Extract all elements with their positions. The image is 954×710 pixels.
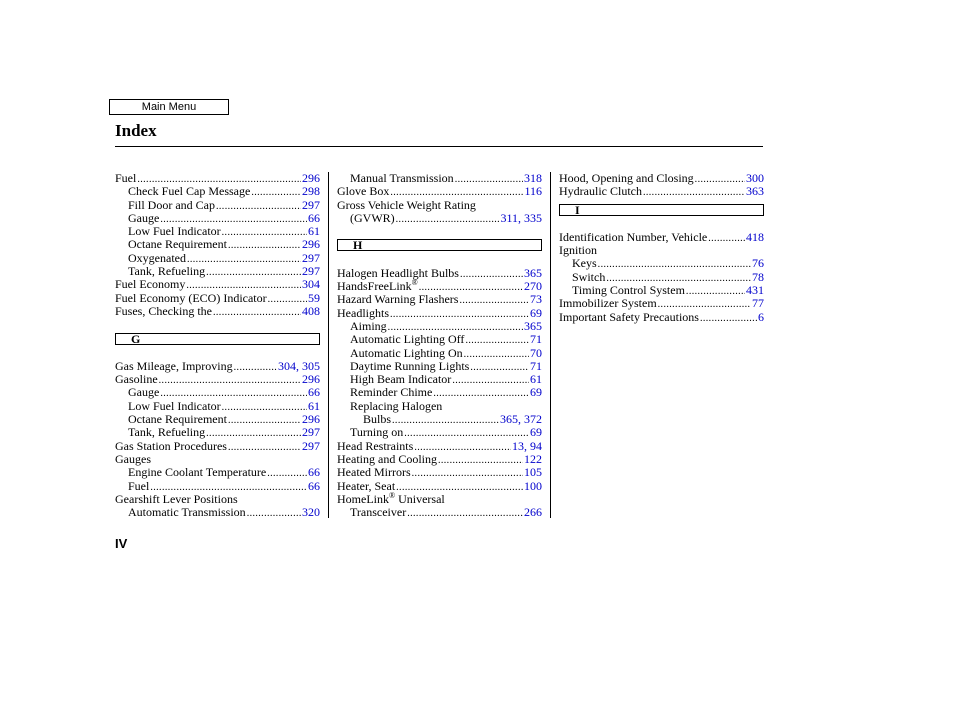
leader-dots [460, 268, 523, 281]
leader-dots [206, 266, 301, 279]
entry-label: Keys [572, 256, 597, 271]
title-divider [115, 146, 763, 147]
page-link[interactable]: 296 [302, 237, 320, 252]
index-entry-timing-control [559, 284, 764, 297]
page-link[interactable]: 77 [752, 296, 764, 311]
leader-dots [433, 387, 529, 400]
index-entry-high-beam [337, 373, 542, 386]
index-entry-gauges-fuel [115, 480, 320, 493]
page-link[interactable]: 318 [524, 171, 542, 185]
page-link[interactable]: 266 [524, 505, 542, 520]
page-link[interactable]: 94 [530, 438, 542, 453]
page-separator: , [518, 412, 524, 427]
page-link[interactable]: 66 [308, 210, 320, 225]
page-link[interactable]: 76 [752, 256, 764, 271]
entry-label: Fuses, Checking the [115, 303, 212, 318]
page-link[interactable]: 418 [746, 229, 764, 244]
page-link[interactable]: 66 [308, 465, 320, 480]
page-link[interactable]: 71 [530, 358, 542, 373]
leader-dots [216, 200, 301, 213]
entry-label: Hazard Warning Flashers [337, 292, 459, 307]
leader-dots [686, 285, 745, 298]
leader-dots [392, 414, 499, 427]
page-link[interactable]: 116 [524, 184, 542, 199]
page-link[interactable]: 300 [746, 171, 764, 185]
entry-label: Fuel Economy (ECO) Indicator [115, 290, 267, 305]
leader-dots [455, 173, 523, 186]
index-entry-gas-tank [115, 426, 320, 439]
index-entry-oxygenated [115, 252, 320, 265]
index-entry-check-fuel-cap [115, 185, 320, 198]
entry-label: Automatic Lighting Off [350, 332, 465, 347]
entry-label: Manual Transmission [350, 171, 454, 185]
index-entry-fill-door [115, 199, 320, 212]
index-entry-identification [559, 231, 764, 244]
leader-dots [470, 361, 529, 374]
entry-label: Low Fuel Indicator [128, 398, 221, 413]
entry-label: Transceiver [350, 505, 407, 520]
column-divider [328, 172, 329, 518]
index-entry-immobilizer [559, 297, 764, 310]
leader-dots [213, 306, 301, 319]
page-link[interactable]: 71 [530, 332, 542, 347]
entry-label: Heated Mirrors [337, 465, 411, 480]
index-entry-auto-trans [115, 506, 320, 519]
page-link[interactable]: 335 [524, 210, 542, 225]
index-entry-switch [559, 271, 764, 284]
leader-dots [412, 467, 523, 480]
entry-label: Gas Mileage, Improving [115, 358, 233, 373]
entry-label: Gearshift Lever Positions [115, 491, 238, 506]
page-link[interactable]: 61 [308, 398, 320, 413]
entry-label: Gross Vehicle Weight Rating [337, 197, 476, 212]
entry-label: (GVWR) [350, 210, 395, 225]
entry-label: Head Restraints [337, 438, 414, 453]
index-entry-auto-lighting-off [337, 333, 542, 346]
page-link[interactable]: 122 [524, 451, 542, 466]
leader-dots [390, 308, 529, 321]
entry-label: Fuel [128, 478, 150, 493]
index-entry-tank-refueling [115, 265, 320, 278]
leader-dots [267, 467, 307, 480]
leader-dots [222, 401, 307, 414]
index-entry-gvwr-title [337, 199, 542, 212]
page-link[interactable]: 296 [302, 372, 320, 387]
page-link[interactable]: 311 [500, 210, 518, 225]
page-link[interactable]: 320 [302, 505, 320, 520]
page-link[interactable]: 73 [530, 292, 542, 307]
index-entry-fuel-economy-eco [115, 292, 320, 305]
leader-dots [643, 186, 745, 199]
page-link[interactable]: 70 [530, 345, 542, 360]
page-link[interactable]: 100 [524, 478, 542, 493]
leader-dots [228, 414, 301, 427]
index-entry-gas-mileage [115, 360, 320, 373]
entry-label: Heater, Seat [337, 478, 396, 493]
page-link[interactable]: 297 [302, 264, 320, 279]
index-entry-hood [559, 172, 764, 185]
index-entry-gas-octane [115, 413, 320, 426]
page-link[interactable]: 297 [302, 425, 320, 440]
index-entry-handsfreelink [337, 280, 542, 293]
index-entry-hazard [337, 293, 542, 306]
page-link[interactable]: 6 [758, 309, 764, 324]
index-entry-heating-cooling [337, 453, 542, 466]
entry-label: Tank, Refueling [128, 425, 206, 440]
registered-mark: ® [389, 490, 396, 500]
index-entry-gearshift [115, 493, 320, 506]
page-link[interactable]: 365 [524, 265, 542, 280]
index-entry-transceiver [337, 506, 542, 519]
entry-label: Aiming [350, 318, 387, 333]
index-entry-replacing-halogen [337, 400, 542, 413]
index-entry-gas-station [115, 440, 320, 453]
entry-label: Identification Number, Vehicle [559, 229, 708, 244]
entry-label: Gas Station Procedures [115, 438, 227, 453]
leader-dots [452, 374, 529, 387]
page-number: IV [115, 536, 128, 551]
leader-dots [708, 232, 745, 245]
index-entry-head-restraints [337, 440, 542, 453]
page-link[interactable]: 296 [302, 412, 320, 427]
entry-label: Ignition [559, 243, 597, 258]
entry-label-text: HomeLink [337, 491, 389, 506]
page-link[interactable]: 61 [530, 372, 542, 387]
page-link[interactable]: 297 [302, 250, 320, 265]
leader-dots [695, 173, 745, 186]
index-column-2 [337, 172, 542, 519]
entry-label: Octane Requirement [128, 237, 227, 252]
entry-label [337, 280, 418, 293]
page-link[interactable]: 78 [752, 269, 764, 284]
index-entry-aiming [337, 320, 542, 333]
page-link[interactable]: 66 [308, 385, 320, 400]
index-entry-homelink [337, 490, 542, 506]
page-link[interactable]: 431 [746, 283, 764, 298]
leader-dots [438, 454, 523, 467]
page-link[interactable]: 408 [302, 303, 320, 318]
entry-label: Hydraulic Clutch [559, 184, 642, 199]
entry-label: Headlights [337, 305, 389, 320]
page-link[interactable]: 304 [302, 277, 320, 292]
page-link[interactable]: 365 [500, 412, 518, 427]
page-link[interactable]: 296 [302, 171, 320, 185]
leader-dots [234, 361, 277, 374]
entry-label: Fuel [115, 171, 137, 185]
index-entry-manual-trans [337, 172, 542, 185]
registered-mark: ® [411, 278, 418, 288]
entry-label: Timing Control System [572, 283, 685, 298]
page-separator: , [518, 210, 524, 225]
spacer [559, 218, 764, 231]
section-header-g: G [115, 333, 320, 345]
leader-dots [404, 427, 529, 440]
leader-dots [159, 374, 301, 387]
leader-dots [228, 239, 301, 252]
entry-label: Halogen Headlight Bulbs [337, 265, 459, 280]
page-link[interactable]: 304 [278, 358, 296, 373]
main-menu-button[interactable]: Main Menu [109, 99, 229, 115]
entry-label: Glove Box [337, 184, 390, 199]
leader-dots [407, 507, 523, 520]
index-entry-fuel-economy [115, 278, 320, 291]
page-link[interactable]: 297 [302, 197, 320, 212]
index-entry-octane [115, 238, 320, 251]
spacer [337, 253, 542, 266]
page-title: Index [115, 121, 157, 140]
leader-dots [228, 441, 301, 454]
entry-label: Automatic Lighting On [350, 345, 463, 360]
page-link[interactable]: 363 [746, 184, 764, 199]
leader-dots [396, 213, 500, 226]
page-link[interactable]: 105 [524, 465, 542, 480]
entry-label: Bulbs [363, 412, 392, 427]
page-separator: , [296, 358, 302, 373]
page-link[interactable]: 372 [524, 412, 542, 427]
index-entry-drl [337, 360, 542, 373]
page-link[interactable]: 270 [524, 279, 542, 294]
entry-label: Heating and Cooling [337, 451, 437, 466]
entry-label [337, 490, 445, 506]
index-entry-engine-coolant [115, 466, 320, 479]
entry-label: Switch [572, 269, 606, 284]
index-entry-keys [559, 257, 764, 270]
page-link[interactable]: 365 [524, 318, 542, 333]
entry-label: Fuel Economy [115, 277, 186, 292]
leader-dots [222, 226, 307, 239]
index-entry-auto-lighting-on [337, 347, 542, 360]
index-entry-gas-low-fuel [115, 400, 320, 413]
entry-label: Gauge [128, 385, 160, 400]
page-link[interactable]: 66 [308, 478, 320, 493]
entry-label: Oxygenated [128, 250, 186, 265]
entry-label: Gauge [128, 210, 160, 225]
index-entry-fuel [115, 172, 320, 185]
column-divider [550, 172, 551, 518]
leader-dots [700, 312, 757, 325]
entry-label: Gasoline [115, 372, 158, 387]
index-entry-reminder-chime [337, 386, 542, 399]
index-entry-ignition [559, 244, 764, 257]
page-link[interactable]: 69 [530, 425, 542, 440]
entry-label: Gauges [115, 451, 151, 466]
leader-dots [464, 348, 529, 361]
page-link[interactable]: 69 [530, 385, 542, 400]
page-link[interactable]: 297 [302, 438, 320, 453]
page-link[interactable]: 298 [302, 184, 320, 199]
page-link[interactable]: 59 [308, 290, 320, 305]
leader-dots [459, 294, 529, 307]
index-entry-important-safety [559, 311, 764, 324]
page-separator: , [524, 438, 530, 453]
leader-dots [465, 334, 529, 347]
page-link[interactable]: 61 [308, 224, 320, 239]
entry-label: Daytime Running Lights [350, 358, 470, 373]
index-entry-gauge [115, 212, 320, 225]
index-entry-hydraulic-clutch [559, 185, 764, 198]
index-entry-gvwr [337, 212, 542, 225]
entry-label: Octane Requirement [128, 412, 227, 427]
index-entry-gas-gauge [115, 386, 320, 399]
section-header-h: H [337, 239, 542, 251]
spacer [115, 347, 320, 360]
entry-label: Important Safety Precautions [559, 309, 699, 324]
entry-label: Turning on [350, 425, 404, 440]
entry-label: Engine Coolant Temperature [128, 465, 267, 480]
entry-label: Immobilizer System [559, 296, 657, 311]
leader-dots [251, 186, 301, 199]
index-entry-low-fuel [115, 225, 320, 238]
spacer [337, 225, 542, 238]
entry-label: Tank, Refueling [128, 264, 206, 279]
page-link[interactable]: 13 [512, 438, 524, 453]
index-entry-glove-box [337, 185, 542, 198]
leader-dots [247, 507, 301, 520]
page-link[interactable]: 305 [302, 358, 320, 373]
spacer [115, 318, 320, 331]
entry-label-text: Universal [395, 491, 445, 506]
entry-label: Automatic Transmission [128, 505, 246, 520]
entry-label: Check Fuel Cap Message [128, 184, 251, 199]
index-column-1 [115, 172, 320, 519]
index-entry-turning-on [337, 426, 542, 439]
entry-label-text: HandsFreeLink [337, 279, 412, 294]
leader-dots [598, 258, 751, 271]
index-entry-gauges [115, 453, 320, 466]
entry-label: Hood, Opening and Closing [559, 171, 694, 185]
index-column-3 [559, 172, 764, 324]
section-header-i: I [559, 204, 764, 216]
entry-label: Fill Door and Cap [128, 197, 215, 212]
entry-label: Reminder Chime [350, 385, 433, 400]
index-entry-bulbs [337, 413, 542, 426]
entry-label: Replacing Halogen [350, 398, 443, 413]
index-entry-heater-seat [337, 480, 542, 493]
index-entry-headlights [337, 307, 542, 320]
entry-label: Low Fuel Indicator [128, 224, 221, 239]
index-entry-fuses [115, 305, 320, 318]
index-entry-heated-mirrors [337, 466, 542, 479]
entry-label: High Beam Indicator [350, 372, 452, 387]
index-entry-gasoline [115, 373, 320, 386]
page-link[interactable]: 69 [530, 305, 542, 320]
